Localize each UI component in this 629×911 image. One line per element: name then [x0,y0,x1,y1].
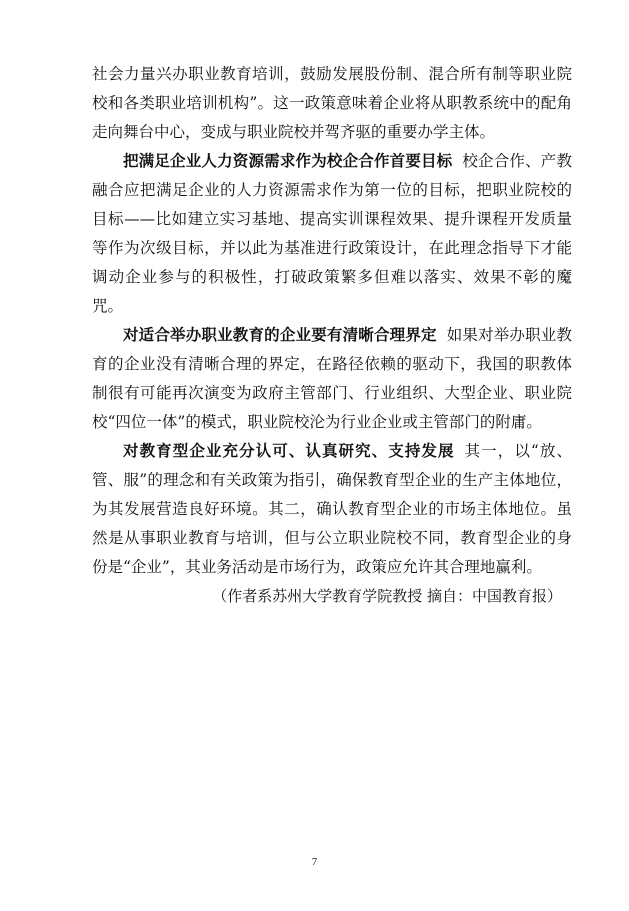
author-byline: （作者系苏州大学教育学院教授 摘自：中国教育报） [212,587,562,605]
paragraph-enterprise-definition [92,321,572,437]
paragraph-text: 如果对举办职业教育的企业没有清晰合理的界定，在路径依赖的驱动下，我国的职教体制很有可能再次演变为政府主管部门、行业组织、大型企业、职业院校“四位一体”的模式，职业院校沦为行业企业或主管部门的附庸。 [92,326,572,431]
paragraph-continued [92,60,572,147]
paragraph-text: 其一，以“放、管、服”的理念和有关政策为指引，确保教育型企业的生产主体地位，为其发展营造良好环境。其二，确认教育型企业的市场主体地位。虽然是从事职业教育与培训，但与公立职业院校不同，教育型企业的身份是“企业”，其业务活动是市场行为，政策应允许其合理地赢利。 [92,442,572,576]
paragraph-text: 社会力量兴办职业教育培训，鼓励发展股份制、混合所有制等职业院校和各类职业培训机构”。这一政策意味着企业将从职教系统中的配角走向舞台中心，变成与职业院校并驾齐驱的重要办学主体。 [92,65,572,141]
document-page [92,60,572,611]
section-heading: 对适合举办职业教育的企业要有清晰合理界定 [123,326,437,344]
page-number: 7 [311,856,318,868]
paragraph-enterprise-demand [92,147,572,321]
section-heading: 对教育型企业充分认可、认真研究、支持发展 [123,442,455,460]
paragraph-educational-enterprise [92,437,572,582]
section-heading: 把满足企业人力资源需求作为校企合作首要目标 [123,152,453,170]
paragraph-text: 校企合作、产教融合应把满足企业的人力资源需求作为第一位的目标，把职业院校的目标——比如建立实习基地、提高实训课程效果、提升课程开发质量等作为次级目标，并以此为基准进行政策设计，在此理念指导下才能调动企业参与的积极性，打破政策繁多但难以落实、效果不彰的魔咒。 [92,152,572,315]
